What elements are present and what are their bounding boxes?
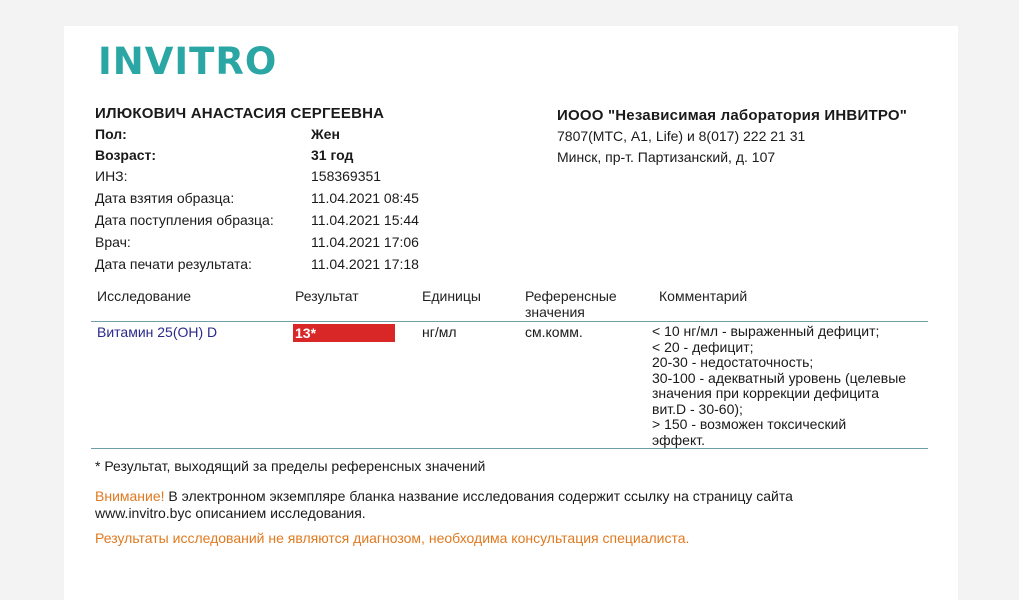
- comment-text: [652, 324, 942, 448]
- header-reference-line2: значения: [525, 304, 585, 320]
- comment-line: < 20 - дефицит;: [652, 338, 754, 355]
- lab-info: [557, 105, 907, 168]
- invitro-logo: INVITRO: [98, 40, 278, 83]
- lab-address: Минск, пр-т. Партизанский, д. 107: [557, 149, 776, 165]
- header-comment: Комментарий: [659, 288, 748, 304]
- comment-line: эффект.: [652, 431, 705, 448]
- comment-line: < 10 нг/мл - выраженный дефицит;: [652, 323, 880, 339]
- patient-name: ИЛЮКОВИЧ АНАСТАСИЯ СЕРГЕЕВНА: [95, 105, 385, 122]
- lab-report-page: [64, 26, 958, 600]
- notice-text-line2: www.invitro.byс описанием исследования.: [95, 505, 366, 521]
- test-name-link[interactable]: Витамин 25(ОН) D: [97, 324, 218, 340]
- comment-line: > 150 - возможен токсический: [652, 416, 847, 432]
- sample-received-label: Дата поступления образца:: [95, 212, 274, 228]
- sample-taken-label: Дата взятия образца:: [95, 190, 235, 206]
- header-reference-line1: Референсные: [525, 288, 617, 304]
- sex-value: Жен: [311, 126, 340, 142]
- sex-label: Пол:: [95, 126, 127, 142]
- lab-name: ИООО "Независимая лаборатория ИНВИТРО": [557, 107, 907, 124]
- table-bottom-divider: [91, 448, 928, 449]
- age-value: 31 год: [311, 147, 354, 163]
- header-reference: [525, 288, 617, 320]
- comment-line: вит.D - 30-60);: [652, 400, 743, 417]
- comment-line: 20-30 - недостаточность;: [652, 354, 814, 370]
- comment-line: значения при коррекции дефицита: [652, 385, 880, 401]
- doctor-value: 11.04.2021 17:06: [311, 234, 419, 250]
- header-test: Исследование: [97, 288, 192, 304]
- disclaimer: Результаты исследований не являются диагнозом, необходима консультация специалиста.: [95, 530, 690, 546]
- print-date-value: 11.04.2021 17:18: [311, 256, 419, 272]
- lab-phone: 7807(МТС, A1, Life) и 8(017) 222 21 31: [557, 128, 806, 144]
- footnote: * Результат, выходящий за пределы референсных значений: [95, 458, 486, 474]
- age-label: Возраст:: [95, 147, 157, 163]
- header-result: Результат: [295, 288, 359, 304]
- comment-line: 30-100 - адекватный уровень (целевые: [652, 369, 907, 386]
- doctor-label: Врач:: [95, 234, 131, 250]
- header-units: Единицы: [422, 288, 481, 304]
- inz-label: ИНЗ:: [95, 168, 128, 184]
- result-value-flagged: 13*: [293, 324, 395, 342]
- table-header-divider: [91, 321, 928, 322]
- notice-warning-word: Внимание!: [95, 488, 165, 504]
- notice: [95, 488, 875, 522]
- units-value: нг/мл: [422, 324, 457, 340]
- inz-value: 158369351: [311, 168, 382, 184]
- sample-received-value: 11.04.2021 15:44: [311, 212, 419, 228]
- notice-text-line1: В электронном экземпляре бланка название исследования содержит ссылку на страницу сайта: [164, 488, 793, 504]
- sample-taken-value: 11.04.2021 08:45: [311, 190, 419, 206]
- print-date-label: Дата печати результата:: [95, 256, 252, 272]
- reference-value: см.комм.: [525, 324, 583, 340]
